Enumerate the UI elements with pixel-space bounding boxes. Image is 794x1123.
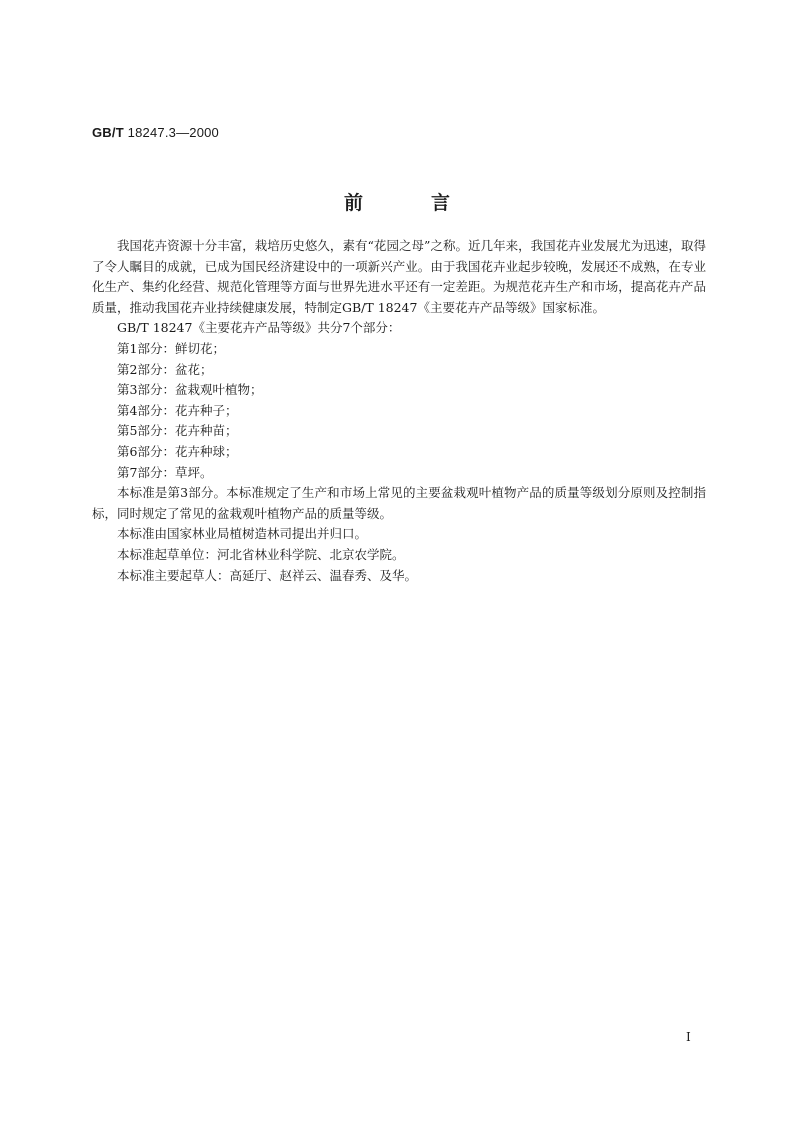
list-item-part-2: 第2部分：盆花；	[117, 361, 213, 377]
standard-code	[92, 125, 219, 140]
list-item-part-6: 第6部分：花卉种球；	[117, 443, 238, 459]
foreword-body	[92, 236, 706, 586]
page-number: I	[686, 1030, 691, 1044]
list-item-part-1: 第1部分：鲜切花；	[117, 340, 225, 356]
list-item-part-7: 第7部分：草坪。	[117, 464, 213, 480]
list-item-part-5: 第5部分：花卉种苗；	[117, 423, 238, 439]
list-item-part-4: 第4部分：花卉种子；	[117, 402, 238, 418]
paragraph-parts-overview: GB/T 18247《主要花卉产品等级》共分7个部分：	[117, 320, 401, 336]
paragraph-drafting-units: 本标准起草单位：河北省林业科学院、北京农学院。	[117, 546, 405, 562]
standard-prefix: GB/T	[92, 125, 124, 140]
paragraph-drafters: 本标准主要起草人：高延厅、赵祥云、温春秀、及华。	[117, 567, 418, 583]
paragraph-intro: 我国花卉资源十分丰富，栽培历史悠久，素有“花园之母”之称。近几年来，我国花卉业发展尤为迅速，取得了令人瞩目的成就，已成为国民经济建设中的一项新兴产业。由于我国花卉业起步较晚，发展还不成熟，在专业化生产、集约化经营、规范化管理等方面与世界先进水平还有一定差距。为规范花卉生产和市场，提高花卉产品质量，推动我国花卉业持续健康发展，特制定GB/T 18247《主要花卉产品等级》国家标准。	[92, 238, 706, 315]
list-item-part-3: 第3部分：盆栽观叶植物；	[117, 382, 263, 398]
standard-number: 18247.3—2000	[127, 125, 219, 140]
paragraph-proposer: 本标准由国家林业局植树造林司提出并归口。	[117, 526, 368, 542]
page-title: 前言	[343, 192, 518, 214]
paragraph-scope: 本标准是第3部分。本标准规定了生产和市场上常见的主要盆栽观叶植物产品的质量等级划分原则及控制指标，同时规定了常见的盆栽观叶植物产品的质量等级。	[92, 485, 706, 521]
